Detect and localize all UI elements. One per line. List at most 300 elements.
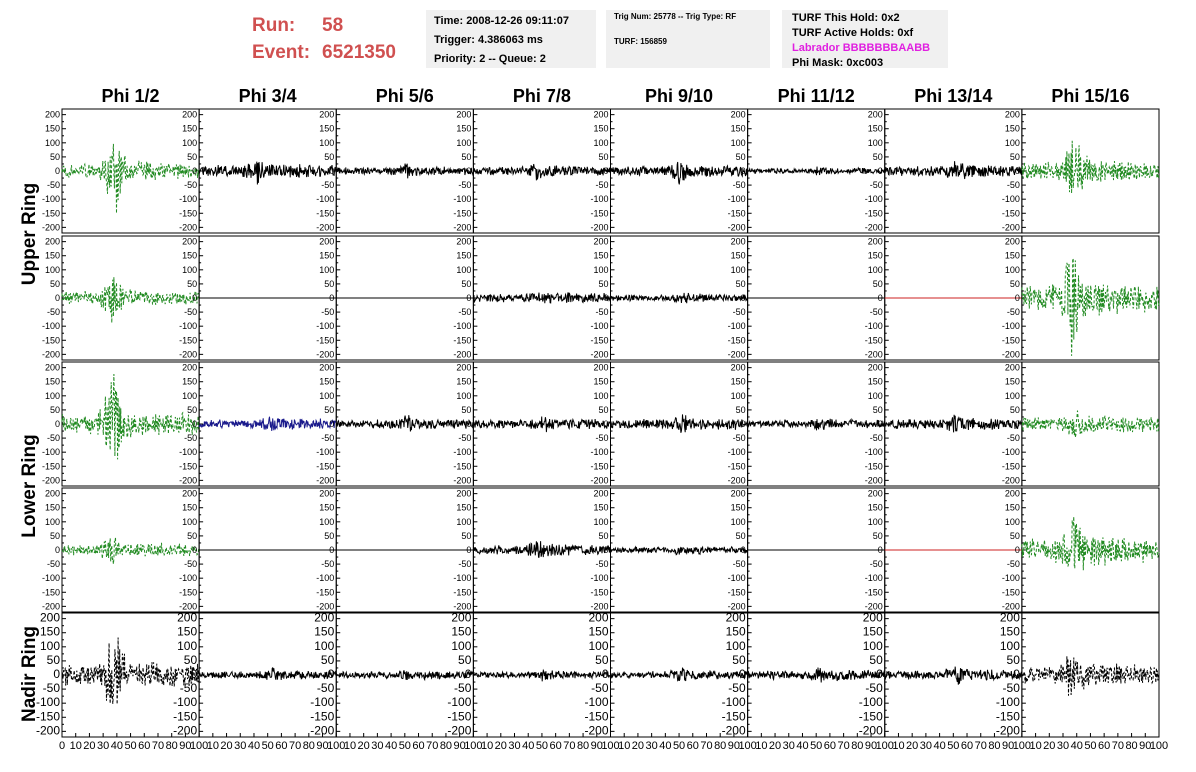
y-tick-label: 50: [49, 151, 60, 162]
x-tick-label: 70: [837, 740, 850, 752]
column-header: Phi 5/6: [375, 86, 434, 106]
x-tick-label: 60: [275, 740, 288, 752]
y-tick-label: -50: [42, 681, 60, 696]
y-tick-label: -100: [310, 695, 335, 710]
y-tick-label: 100: [182, 137, 198, 148]
y-tick-label: 200: [456, 362, 472, 373]
waveform-trace: [748, 167, 885, 176]
y-tick-label: -100: [858, 695, 883, 710]
y-tick-label: 50: [1006, 652, 1020, 667]
y-tick-label: -150: [584, 709, 609, 724]
y-tick-label: -150: [179, 208, 198, 219]
y-tick-label: -150: [1001, 208, 1020, 219]
x-tick-label: 50: [398, 740, 411, 752]
y-tick-label: 50: [320, 652, 335, 667]
y-tick-label: 0: [192, 545, 198, 555]
y-tick-label: -100: [179, 321, 198, 332]
y-tick-label: -100: [447, 695, 472, 710]
time-text: Time: 2008-12-26 09:11:07: [434, 15, 569, 27]
y-tick-label: -150: [447, 709, 472, 724]
y-tick-label: -150: [995, 709, 1020, 724]
y-tick-label: 0: [603, 293, 609, 303]
y-tick-label: 50: [1009, 404, 1020, 415]
row-label: Upper Ring: [19, 182, 40, 285]
y-tick-label: -50: [869, 307, 883, 318]
x-tick-label: 100: [464, 740, 483, 752]
y-tick-label: -200: [727, 475, 746, 486]
y-tick-label: 150: [314, 624, 335, 639]
y-tick-label: -50: [595, 559, 609, 570]
y-tick-label: -200: [1001, 601, 1020, 612]
x-tick-label: 60: [138, 740, 151, 752]
y-tick-label: 0: [877, 166, 883, 176]
x-tick-label: 90: [590, 740, 603, 752]
phi-mask-text: Phi Mask: 0xc003: [792, 57, 884, 69]
y-tick-label: 100: [862, 638, 883, 653]
y-tick-label: 150: [593, 376, 609, 387]
x-tick-label: 40: [1070, 740, 1083, 752]
x-tick-label: 50: [535, 740, 549, 752]
x-tick-label: 10: [206, 740, 219, 752]
column-header: Phi 3/4: [238, 86, 297, 106]
y-tick-label: 50: [735, 404, 746, 415]
y-tick-label: -100: [864, 321, 883, 332]
y-tick-label: 150: [182, 376, 198, 387]
y-tick-label: -200: [173, 723, 198, 738]
y-tick-label: 0: [1014, 293, 1020, 303]
y-tick-label: 0: [740, 293, 746, 303]
x-tick-label: 100: [1149, 740, 1169, 752]
y-tick-label: 100: [314, 638, 335, 653]
y-tick-label: -100: [316, 447, 335, 458]
x-tick-label: 10: [343, 740, 357, 752]
y-tick-label: 50: [187, 530, 198, 541]
y-tick-label: -50: [321, 307, 335, 318]
event-value: 6521350: [322, 42, 396, 63]
y-tick-label: -50: [184, 180, 198, 191]
y-tick-label: 200: [44, 488, 60, 499]
y-tick-label: 0: [192, 293, 198, 303]
y-tick-label: -200: [41, 349, 60, 360]
y-tick-label: -100: [721, 695, 746, 710]
y-tick-label: 200: [1004, 109, 1020, 120]
y-tick-label: -50: [869, 559, 883, 570]
y-tick-label: 0: [54, 293, 60, 303]
y-tick-label: -100: [316, 194, 335, 205]
y-tick-label: 100: [725, 638, 746, 653]
y-tick-label: 200: [730, 362, 746, 373]
waveform-trace: [473, 292, 610, 303]
x-tick-label: 80: [1125, 740, 1138, 752]
y-tick-label: -150: [1001, 335, 1020, 346]
y-tick-label: 150: [867, 502, 883, 513]
y-tick-label: 150: [593, 250, 609, 261]
turf-active-holds-text: TURF Active Holds: 0xf: [792, 27, 914, 39]
waveform-trace: [611, 162, 748, 184]
y-tick-label: -200: [453, 349, 472, 360]
y-tick-label: -100: [453, 321, 472, 332]
x-tick-label: 60: [686, 740, 699, 752]
y-tick-label: -100: [727, 194, 746, 205]
y-tick-label: -150: [721, 709, 746, 724]
y-tick-label: 150: [456, 123, 472, 134]
y-tick-label: 100: [319, 264, 335, 275]
x-tick-label: 40: [933, 740, 946, 752]
y-tick-label: 50: [49, 404, 60, 415]
x-tick-label: 100: [601, 740, 620, 752]
y-tick-label: 0: [192, 166, 198, 176]
y-tick-label: 0: [877, 293, 883, 303]
y-tick-label: -200: [310, 723, 335, 738]
waveform-trace: [611, 414, 748, 432]
x-tick-label: 60: [960, 740, 974, 752]
y-tick-label: -50: [865, 681, 883, 696]
run-label: Run:: [252, 15, 296, 36]
y-tick-label: 0: [877, 419, 883, 429]
y-tick-label: 200: [456, 236, 472, 247]
x-tick-label: 80: [439, 740, 453, 752]
waveform-trace: [199, 668, 336, 680]
y-tick-label: 200: [730, 109, 746, 120]
y-tick-label: -150: [727, 335, 746, 346]
y-tick-label: -150: [453, 461, 472, 472]
y-tick-label: -150: [41, 208, 60, 219]
waveform-trace: [748, 668, 885, 683]
y-tick-label: -150: [179, 587, 198, 598]
y-tick-label: 0: [466, 293, 472, 303]
y-tick-label: -100: [41, 447, 60, 458]
x-tick-label: 10: [480, 740, 494, 752]
y-tick-label: 200: [1004, 488, 1020, 499]
waveform-trace: [1022, 258, 1159, 356]
y-tick-label: 150: [593, 123, 609, 134]
y-tick-label: 0: [1014, 545, 1020, 555]
y-tick-label: -50: [1006, 307, 1020, 318]
y-tick-label: 50: [187, 151, 198, 162]
x-tick-label: 90: [1139, 740, 1152, 752]
y-tick-label: 50: [1009, 278, 1020, 289]
y-tick-label: -150: [1001, 587, 1020, 598]
column-header: Phi 13/14: [914, 86, 993, 106]
y-tick-label: 150: [319, 250, 335, 261]
y-tick-label: 100: [319, 516, 335, 527]
y-tick-label: -200: [858, 723, 883, 738]
y-tick-label: -150: [864, 208, 883, 219]
y-tick-label: -50: [1002, 681, 1020, 696]
y-tick-label: 50: [595, 652, 609, 667]
y-tick-label: 50: [872, 530, 883, 541]
x-tick-label: 20: [494, 740, 507, 752]
y-tick-label: 150: [730, 502, 746, 513]
y-tick-label: 0: [54, 545, 60, 555]
y-tick-label: 200: [182, 109, 198, 120]
waveform-trace: [473, 541, 610, 557]
y-tick-label: 150: [456, 376, 472, 387]
y-tick-label: 150: [730, 250, 746, 261]
y-tick-label: 0: [53, 667, 60, 681]
y-tick-label: 150: [862, 624, 883, 639]
x-tick-label: 50: [124, 740, 137, 752]
x-tick-label: 70: [563, 740, 576, 752]
y-tick-label: -50: [732, 559, 746, 570]
y-tick-label: 50: [458, 652, 472, 667]
x-tick-label: 70: [700, 740, 713, 752]
y-tick-label: 150: [319, 376, 335, 387]
waveform-trace: [1022, 517, 1159, 571]
x-tick-label: 40: [247, 740, 261, 752]
x-tick-label: 50: [1084, 740, 1097, 752]
y-tick-label: 100: [593, 264, 609, 275]
x-tick-label: 100: [189, 740, 209, 752]
y-tick-label: -100: [1001, 573, 1020, 584]
y-tick-label: -150: [316, 208, 335, 219]
y-tick-label: 100: [730, 390, 746, 401]
y-tick-label: 200: [456, 109, 472, 120]
y-tick-label: -200: [590, 349, 609, 360]
y-tick-label: 50: [187, 404, 198, 415]
waveform-trace: [611, 293, 748, 303]
y-tick-label: 100: [999, 638, 1020, 653]
y-tick-label: -100: [590, 447, 609, 458]
x-tick-label: 60: [549, 740, 562, 752]
x-tick-label: 30: [782, 740, 795, 752]
y-tick-label: 50: [461, 278, 472, 289]
y-tick-label: -200: [727, 601, 746, 612]
x-tick-label: 100: [875, 740, 894, 752]
run-value: 58: [322, 15, 344, 36]
y-tick-label: 150: [1004, 376, 1020, 387]
y-tick-label: 150: [39, 624, 60, 639]
y-tick-label: -100: [864, 573, 883, 584]
y-tick-label: 0: [740, 419, 746, 429]
y-tick-label: 50: [598, 151, 609, 162]
y-tick-label: 50: [735, 151, 746, 162]
x-tick-label: 90: [316, 740, 329, 752]
y-tick-label: -200: [41, 475, 60, 486]
y-tick-label: 200: [867, 236, 883, 247]
y-tick-label: -150: [590, 208, 609, 219]
y-tick-label: -50: [184, 433, 198, 444]
turf-text: TURF: 156859: [614, 37, 667, 46]
y-tick-label: 0: [603, 545, 609, 555]
x-tick-label: 70: [288, 740, 302, 752]
y-tick-label: 0: [876, 667, 883, 681]
labrador-text: Labrador BBBBBBBAABB: [792, 42, 931, 54]
y-tick-label: -150: [41, 587, 60, 598]
x-tick-label: 100: [327, 740, 346, 752]
y-tick-label: 200: [182, 488, 198, 499]
y-tick-label: -200: [35, 723, 60, 738]
trig-num-text: Trig Num: 25778 -- Trig Type: RF: [614, 12, 737, 21]
y-tick-label: 150: [451, 624, 472, 639]
y-tick-label: 50: [1009, 151, 1020, 162]
y-tick-label: -100: [41, 321, 60, 332]
x-tick-label: 60: [823, 740, 837, 752]
y-tick-label: 50: [1009, 530, 1020, 541]
y-tick-label: -150: [453, 335, 472, 346]
y-tick-label: 100: [1004, 516, 1020, 527]
y-tick-label: 200: [1004, 236, 1020, 247]
x-tick-label: 100: [1012, 740, 1032, 752]
event-label: Event:: [252, 42, 311, 63]
y-tick-label: 100: [456, 264, 472, 275]
y-tick-label: 50: [735, 530, 746, 541]
y-tick-label: 100: [593, 390, 609, 401]
y-tick-label: 200: [588, 610, 609, 625]
y-tick-label: -150: [173, 709, 198, 724]
y-tick-label: -100: [179, 447, 198, 458]
y-tick-label: -100: [727, 573, 746, 584]
row-label: Nadir Ring: [19, 625, 40, 723]
y-tick-label: -150: [316, 335, 335, 346]
y-tick-label: -150: [1001, 461, 1020, 472]
x-tick-label: 80: [165, 740, 178, 752]
y-tick-label: 200: [862, 610, 883, 625]
y-tick-label: 200: [867, 362, 883, 373]
y-tick-label: -200: [179, 475, 198, 486]
y-tick-label: 0: [877, 545, 883, 555]
y-tick-label: -200: [1001, 222, 1020, 233]
y-tick-label: 100: [44, 390, 60, 401]
y-tick-label: -50: [179, 681, 198, 696]
y-tick-label: -100: [1001, 447, 1020, 458]
y-tick-label: -100: [590, 573, 609, 584]
y-tick-label: 200: [593, 362, 609, 373]
y-tick-label: 200: [451, 610, 472, 625]
row-label: Lower Ring: [19, 434, 40, 538]
y-tick-label: -200: [727, 222, 746, 233]
x-tick-label: 20: [220, 740, 233, 752]
y-tick-label: 150: [182, 123, 198, 134]
x-tick-label: 50: [947, 740, 960, 752]
y-tick-label: -200: [727, 349, 746, 360]
y-tick-label: -50: [46, 180, 60, 191]
y-tick-label: -50: [458, 433, 472, 444]
y-tick-label: -200: [590, 222, 609, 233]
x-tick-label: 10: [755, 740, 768, 752]
turf-this-hold-text: TURF This Hold: 0x2: [792, 12, 900, 24]
y-tick-label: 200: [319, 109, 335, 120]
y-tick-label: 100: [319, 390, 335, 401]
y-tick-label: 200: [39, 610, 60, 625]
y-tick-label: -150: [727, 587, 746, 598]
y-tick-label: -150: [453, 587, 472, 598]
x-tick-label: 20: [83, 740, 96, 752]
x-tick-label: 40: [110, 740, 123, 752]
y-tick-label: 50: [598, 530, 609, 541]
y-tick-label: 100: [456, 390, 472, 401]
y-tick-label: 100: [319, 137, 335, 148]
y-tick-label: 150: [456, 250, 472, 261]
y-tick-label: 200: [1004, 362, 1020, 373]
y-tick-label: 150: [1004, 123, 1020, 134]
y-tick-label: -200: [864, 475, 883, 486]
column-header: Phi 7/8: [512, 86, 571, 106]
y-tick-label: -50: [458, 559, 472, 570]
x-tick-label: 10: [892, 740, 905, 752]
y-tick-label: -100: [453, 447, 472, 458]
y-tick-label: -100: [590, 321, 609, 332]
y-tick-label: 100: [1004, 390, 1020, 401]
y-tick-label: 100: [39, 638, 60, 653]
y-tick-label: -100: [727, 447, 746, 458]
x-tick-label: 80: [988, 740, 1001, 752]
y-tick-label: -100: [41, 573, 60, 584]
waveform-trace: [473, 164, 610, 180]
y-tick-label: 0: [54, 419, 60, 429]
y-tick-label: -150: [590, 587, 609, 598]
y-tick-label: -50: [321, 433, 335, 444]
y-tick-label: -100: [584, 695, 609, 710]
y-tick-label: 200: [867, 488, 883, 499]
y-tick-label: 50: [324, 530, 335, 541]
y-tick-label: -100: [316, 573, 335, 584]
y-tick-label: -100: [864, 447, 883, 458]
y-tick-label: -50: [1006, 433, 1020, 444]
x-tick-label: 20: [357, 740, 370, 752]
y-tick-label: -100: [1001, 194, 1020, 205]
y-tick-label: -200: [590, 601, 609, 612]
waveform-trace: [1022, 141, 1159, 194]
y-tick-label: -50: [46, 559, 60, 570]
y-tick-label: -150: [864, 587, 883, 598]
y-tick-label: -50: [869, 180, 883, 191]
waveform-trace: [473, 670, 610, 681]
y-tick-label: 0: [327, 667, 335, 681]
y-tick-label: 50: [869, 652, 883, 667]
y-tick-label: 150: [319, 123, 335, 134]
y-tick-label: 50: [49, 530, 60, 541]
y-tick-label: -50: [1006, 559, 1020, 570]
x-tick-label: 30: [371, 740, 384, 752]
waveform-trace: [1022, 656, 1159, 695]
y-tick-label: -150: [41, 335, 60, 346]
y-tick-label: 50: [324, 404, 335, 415]
y-tick-label: 100: [182, 390, 198, 401]
y-tick-label: 50: [872, 278, 883, 289]
y-tick-label: 100: [730, 264, 746, 275]
x-tick-label: 90: [1002, 740, 1015, 752]
y-tick-label: 50: [46, 652, 60, 667]
y-tick-label: 200: [44, 362, 60, 373]
y-tick-label: 200: [593, 488, 609, 499]
waveform-trace: [611, 547, 748, 555]
y-tick-label: -50: [591, 681, 609, 696]
x-tick-label: 100: [738, 740, 757, 752]
x-tick-label: 10: [1029, 740, 1042, 752]
y-tick-label: -100: [41, 194, 60, 205]
y-tick-label: 100: [44, 137, 60, 148]
y-tick-label: -200: [447, 723, 472, 738]
y-tick-label: 100: [588, 638, 609, 653]
y-tick-label: -150: [179, 335, 198, 346]
column-header: Phi 11/12: [777, 86, 855, 106]
y-tick-label: -200: [590, 475, 609, 486]
y-tick-label: 150: [593, 502, 609, 513]
y-tick-label: 50: [598, 278, 609, 289]
x-tick-label: 80: [851, 740, 864, 752]
x-tick-label: 40: [659, 740, 672, 752]
x-tick-label: 10: [618, 740, 631, 752]
y-tick-label: -200: [41, 222, 60, 233]
y-tick-label: -50: [321, 180, 335, 191]
y-tick-label: 100: [867, 516, 883, 527]
y-tick-label: 200: [456, 488, 472, 499]
y-tick-label: -200: [995, 723, 1020, 738]
y-tick-label: -150: [179, 461, 198, 472]
y-tick-label: 100: [456, 516, 472, 527]
y-tick-label: 100: [867, 137, 883, 148]
